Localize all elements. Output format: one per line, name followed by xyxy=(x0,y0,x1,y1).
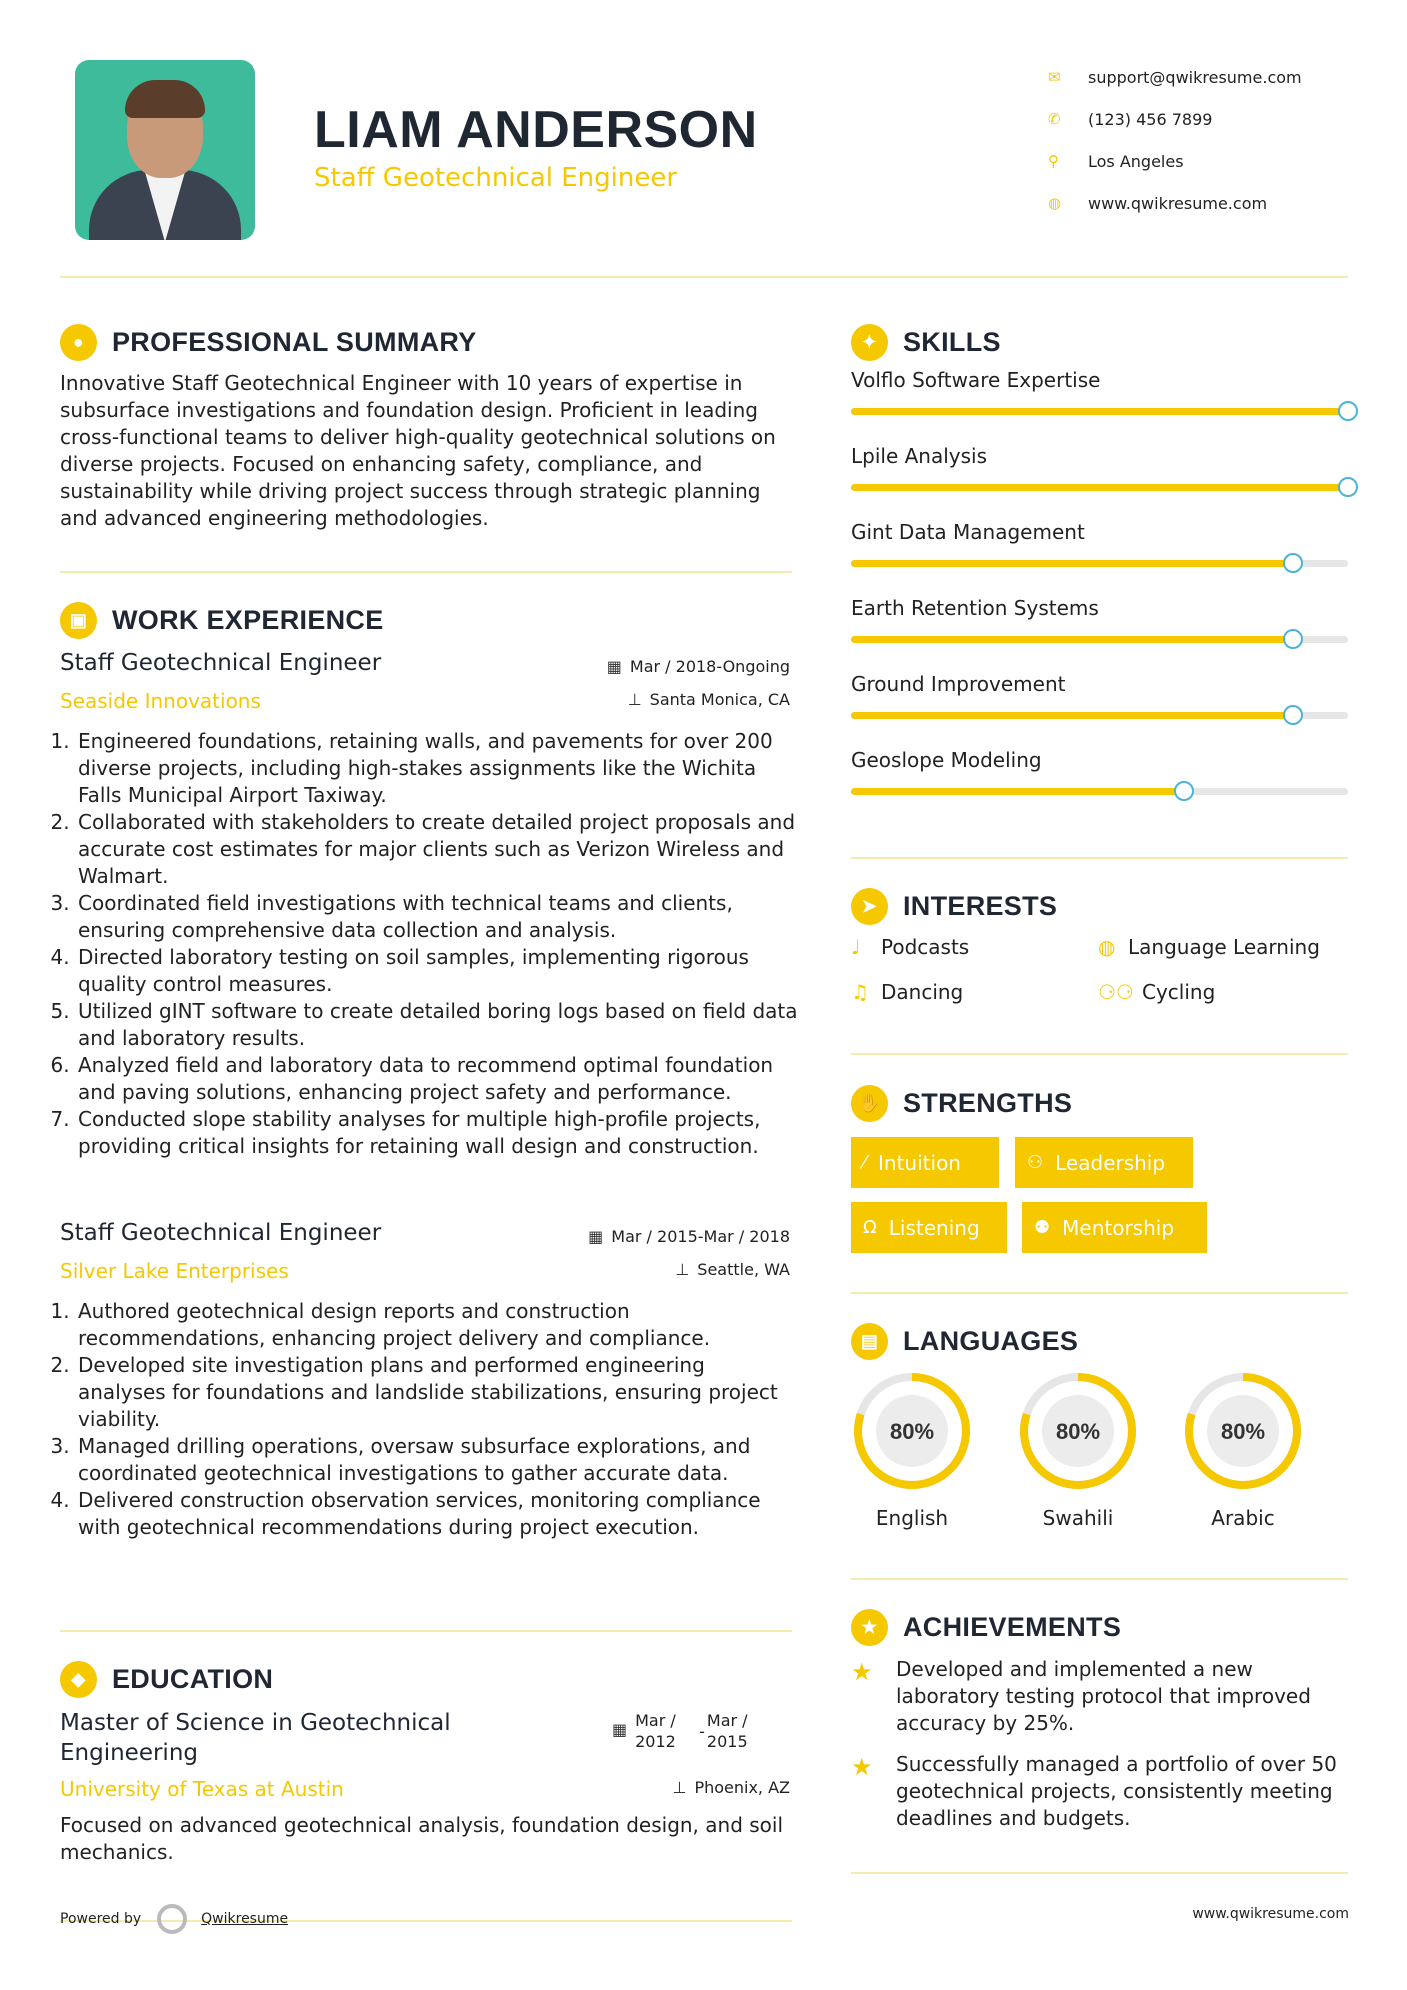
skill-level-handle xyxy=(1283,629,1303,649)
skill-level-handle xyxy=(1283,705,1303,725)
work-heading: ▣ WORK EXPERIENCE xyxy=(60,602,384,639)
language-percent: 80% xyxy=(1220,1419,1266,1444)
skill-level-bar xyxy=(851,712,1348,719)
briefcase-icon: ▣ xyxy=(60,602,97,639)
strength-chip: ⚇ Leadership xyxy=(1015,1137,1193,1188)
section-divider xyxy=(851,1578,1348,1580)
paper-plane-icon: ➤ xyxy=(851,888,888,925)
headphones-icon: Ω xyxy=(863,1217,877,1238)
skill-level-fill xyxy=(851,712,1293,719)
language-item xyxy=(1182,1370,1304,1530)
section-divider xyxy=(851,1053,1348,1055)
section-divider xyxy=(60,1630,792,1632)
skill-level-bar xyxy=(851,788,1348,795)
user-icon: ● xyxy=(60,324,97,361)
hand-icon: ✋ xyxy=(851,1085,888,1122)
interest-item: ♩ Podcasts xyxy=(851,935,970,959)
summary-heading: ● PROFESSIONAL SUMMARY xyxy=(60,324,477,361)
skill-level-bar xyxy=(851,636,1348,643)
translate-icon: ▤ xyxy=(851,1323,888,1360)
job-points xyxy=(58,728,798,1160)
skill-level-bar xyxy=(851,484,1348,491)
lightbulb-icon: ✦ xyxy=(851,324,888,361)
language-item xyxy=(851,1370,973,1530)
interest-item: ⚆⚆ Cycling xyxy=(1098,980,1216,1004)
job-company: Seaside Innovations xyxy=(60,689,261,713)
footer-powered-by: Powered by Qwikresume xyxy=(60,1904,288,1934)
header-divider xyxy=(60,276,1348,278)
skill-level-fill xyxy=(851,560,1293,567)
language-ring xyxy=(851,1370,973,1492)
list-item: 2. Developed site investigation plans and performed engineering analyses for foundations and landslide stabilizations, ensuring project viability. xyxy=(76,1352,798,1433)
trophy-icon: ★ xyxy=(851,1609,888,1646)
users-icon: ⚇ xyxy=(1027,1152,1044,1173)
list-item: 3. Coordinated field investigations with technical teams and clients, ensuring comprehensive data collection and analysis. xyxy=(76,890,798,944)
star-icon: ★ xyxy=(851,1658,873,1686)
skill-label: Volflo Software Expertise xyxy=(851,368,1101,392)
star-icon: ★ xyxy=(851,1753,873,1781)
qwikresume-logo-icon xyxy=(157,1904,187,1934)
language-percent: 80% xyxy=(1055,1419,1101,1444)
section-divider xyxy=(851,1872,1348,1874)
skill-label: Earth Retention Systems xyxy=(851,596,1099,620)
user-plus-icon: ⚉ xyxy=(1034,1217,1051,1238)
contact-email[interactable]: ✉ support@qwikresume.com xyxy=(1048,67,1302,87)
list-item: 4. Delivered construction observation services, monitoring compliance with geotechnical recommendations during project execution. xyxy=(76,1487,798,1541)
languages-heading: ▤ LANGUAGES xyxy=(851,1323,1078,1360)
skill-label: Gint Data Management xyxy=(851,520,1085,544)
music-note-icon: ♫ xyxy=(851,980,869,1004)
list-item: 4. Directed laboratory testing on soil samples, implementing rigorous quality control measures. xyxy=(76,944,798,998)
job-location: ⊥ Seattle, WA xyxy=(675,1260,790,1279)
language-item xyxy=(1017,1370,1139,1530)
language-name: English xyxy=(875,1506,949,1530)
pushpin-icon: ⊥ xyxy=(627,690,642,709)
calendar-icon: ▦ xyxy=(588,1227,604,1246)
achievement-item: ★ Developed and implemented a new laboratory testing protocol that improved accuracy by 25%. xyxy=(851,1657,1311,1735)
footer-site-link[interactable]: www.qwikresume.com xyxy=(1192,1906,1349,1922)
strength-chip: ⁄ Intuition xyxy=(851,1137,999,1188)
strength-chip: Ω Listening xyxy=(851,1202,1007,1253)
envelope-icon: ✉ xyxy=(1048,68,1061,86)
language-ring xyxy=(1182,1370,1304,1492)
section-divider xyxy=(851,857,1348,859)
profile-photo xyxy=(75,60,255,240)
job-company: Silver Lake Enterprises xyxy=(60,1259,289,1283)
skill-level-bar xyxy=(851,408,1348,415)
skill-label: Ground Improvement xyxy=(851,672,1066,696)
education-text: Focused on advanced geotechnical analysis, foundation design, and soil mechanics. xyxy=(60,1813,784,1864)
skill-row xyxy=(851,748,1348,795)
list-item: 7. Conducted slope stability analyses for multiple high-profile projects, providing critical insights for retaining wall design and construction. xyxy=(76,1106,798,1160)
calendar-icon: ▦ xyxy=(606,657,622,676)
magic-wand-icon: ⁄ xyxy=(863,1152,867,1173)
skill-row xyxy=(851,520,1348,567)
skill-level-handle xyxy=(1174,781,1194,801)
job-location: ⊥ Santa Monica, CA xyxy=(627,690,790,709)
brand-link[interactable]: Qwikresume xyxy=(201,1911,289,1927)
language-ring xyxy=(1017,1370,1139,1492)
list-item: 2. Collaborated with stakeholders to create detailed project proposals and accurate cost estimates for major clients such as Verizon Wireless and Walmart. xyxy=(76,809,798,890)
language-name: Swahili xyxy=(1042,1506,1114,1530)
section-divider xyxy=(851,1292,1348,1294)
contact-location: ⚲ Los Angeles xyxy=(1048,151,1184,171)
skill-level-handle xyxy=(1283,553,1303,573)
interest-item: ♫ Dancing xyxy=(851,980,964,1004)
interests-heading: ➤ INTERESTS xyxy=(851,888,1057,925)
job-title: Staff Geotechnical Engineer xyxy=(60,1220,382,1246)
education-heading: ◆ EDUCATION xyxy=(60,1661,273,1698)
achievements-heading: ★ ACHIEVEMENTS xyxy=(851,1609,1121,1646)
skill-level-handle xyxy=(1338,477,1358,497)
skills-heading: ✦ SKILLS xyxy=(851,324,1001,361)
bicycle-icon: ⚆⚆ xyxy=(1098,980,1134,1004)
contact-phone[interactable]: ✆ (123) 456 7899 xyxy=(1048,109,1213,129)
skill-row xyxy=(851,596,1348,643)
pushpin-icon: ⊥ xyxy=(672,1778,687,1797)
skill-level-fill xyxy=(851,408,1348,415)
language-percent: 80% xyxy=(889,1419,935,1444)
list-item: 6. Analyzed field and laboratory data to recommend optimal foundation and paving solutions, enhancing project safety and performance. xyxy=(76,1052,798,1106)
skill-row xyxy=(851,368,1348,415)
job-date: ▦ Mar / 2018-Ongoing xyxy=(606,657,790,676)
degree-title: Master of Science in Geotechnical Engineering xyxy=(60,1710,451,1766)
candidate-role: Staff Geotechnical Engineer xyxy=(314,163,678,193)
map-pin-icon: ⚲ xyxy=(1048,152,1059,170)
skill-row xyxy=(851,444,1348,491)
skill-label: Lpile Analysis xyxy=(851,444,988,468)
education-date: ▦ Mar / 2012 - Mar / 2015 xyxy=(612,1711,748,1751)
language-name: Arabic xyxy=(1211,1506,1275,1530)
job-title: Staff Geotechnical Engineer xyxy=(60,650,382,676)
contact-list xyxy=(1048,56,1388,224)
interest-item: ◍ Language Learning xyxy=(1098,935,1320,959)
strengths-heading: ✋ STRENGTHS xyxy=(851,1085,1072,1122)
contact-website[interactable]: ◍ www.qwikresume.com xyxy=(1048,193,1268,213)
globe-icon: ◍ xyxy=(1048,194,1062,212)
candidate-name: LIAM ANDERSON xyxy=(314,101,758,159)
job-date: ▦ Mar / 2015-Mar / 2018 xyxy=(588,1227,790,1246)
calendar-icon: ▦ xyxy=(612,1720,628,1739)
skill-level-handle xyxy=(1338,401,1358,421)
job-points xyxy=(58,1298,798,1541)
list-item: 5. Utilized gINT software to create detailed boring logs based on field data and laboratory results. xyxy=(76,998,798,1052)
microphone-icon: ♩ xyxy=(851,935,861,959)
education-location: ⊥ Phoenix, AZ xyxy=(672,1778,790,1797)
skill-level-fill xyxy=(851,484,1348,491)
globe-icon: ◍ xyxy=(1098,935,1116,959)
skill-row xyxy=(851,672,1348,719)
summary-text: Innovative Staff Geotechnical Engineer with 10 years of expertise in subsurface investigations and foundation design. Proficient in leading cross-functional teams to deliver high-quality geotechnical solutions on diverse projects. Focused on enhancing safety, compliance, and sustainability while driving project success through strategic planning and advanced engineering methodologies. xyxy=(60,371,776,530)
skill-level-bar xyxy=(851,560,1348,567)
skill-level-fill xyxy=(851,636,1293,643)
section-divider xyxy=(60,571,792,573)
skill-label: Geoslope Modeling xyxy=(851,748,1042,772)
list-item: 3. Managed drilling operations, oversaw subsurface explorations, and coordinated geotechnical investigations to gather accurate data. xyxy=(76,1433,798,1487)
pushpin-icon: ⊥ xyxy=(675,1260,690,1279)
strength-chip: ⚉ Mentorship xyxy=(1022,1202,1207,1253)
list-item: 1. Authored geotechnical design reports and construction recommendations, enhancing project delivery and compliance. xyxy=(76,1298,798,1352)
graduation-icon: ◆ xyxy=(60,1661,97,1698)
list-item: 1. Engineered foundations, retaining walls, and pavements for over 200 diverse projects, including high-stakes assignments like the Wichita Falls Municipal Airport Taxiway. xyxy=(76,728,798,809)
phone-icon: ✆ xyxy=(1048,110,1061,128)
school-name: University of Texas at Austin xyxy=(60,1777,344,1801)
skill-level-fill xyxy=(851,788,1184,795)
achievement-item: ★ Successfully managed a portfolio of over 50 geotechnical projects, consistently meeting deadlines and budgets. xyxy=(851,1752,1337,1830)
